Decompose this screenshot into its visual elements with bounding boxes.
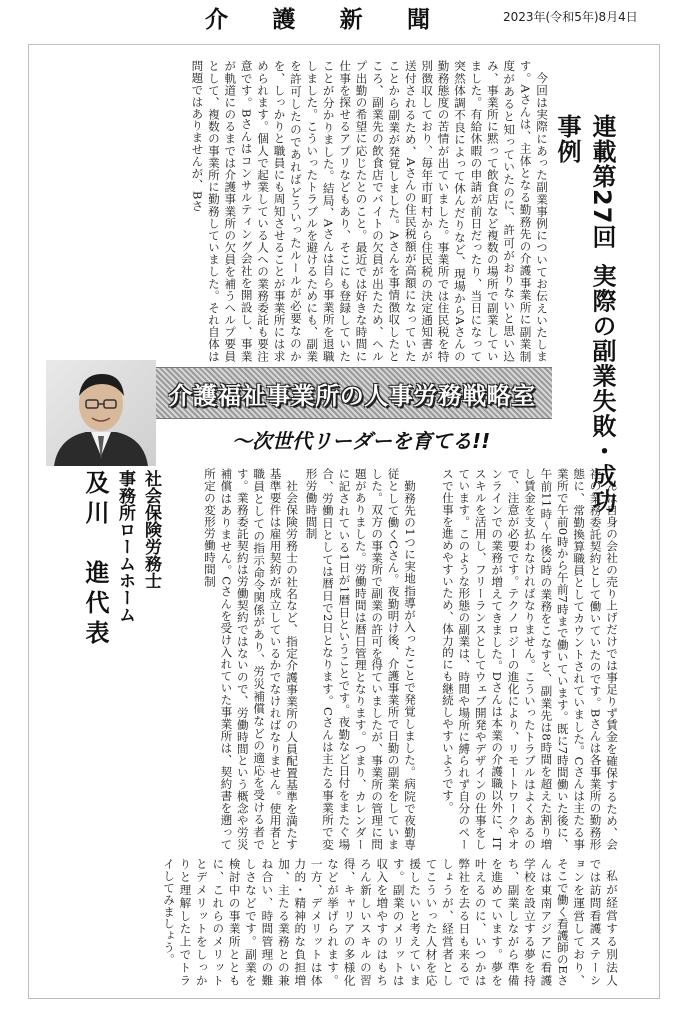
body-paragraph: 今回は実際にあった副業事例についてお伝えいたします。Aさんは、主体となる勤務先の介護事業所に副業制度があると知っていたのに、許可がおりないと思い込み、事業所に黙って飲食店など複数の場所で副業していました。有給休暇の申請が前日だったり、当日になって突然体調不良によって休んだりなど、現場からAさんの勤務態度の苦情が出ていました。事業所では住民税を特別徴収しており、毎年市町村から住民税の決定通知書が送付されるため、Aさんの住民税額が高額になっていたことから副業が発覚しました。Aさんを事情徴収したところ、副業先の飲食店でバイトの欠員が出たため、ヘルプ出勤の希望に応じたとのこと。最近では好きな時間に仕事を探せるアプリなどもあり、そこにも登録していたことが分かりました。結局、Aさんは自ら事業所を退職しました。こういったトラブルを避けるためにも、副業を許可したのであればどういったルールが必要なのかを、しっかりと職員にも周知させることが事業所には求められます。個人で起業している人への業務委託も要注意です。Bさんはコンサルティング会社を開設し、事業が軌道にのるまでは介護事業所の欠員を補うヘルプ要員として、複数の事業所に勤務していました。それ自体は問題ではありませんが、Bさ: [190, 60, 549, 362]
article-body-lower-right: [424, 468, 620, 850]
article-body-bottom: [44, 858, 620, 986]
masthead-char: 新: [339, 5, 363, 33]
title-band: [152, 367, 552, 419]
issue-date: 2023年(令和5年)8月4日: [503, 10, 638, 24]
masthead: [0, 0, 679, 44]
column-title: 介護福祉事業所の人事労務戦略室: [168, 381, 536, 410]
masthead-char: 介: [205, 5, 228, 33]
column-subtitle: 〜次世代リーダーを育てる!!: [232, 429, 491, 453]
newspaper-name: [205, 2, 430, 32]
article-body-lower-left: [170, 468, 300, 850]
body-paragraph: んは自身の会社の売り上げだけでは事足りず賃金を確保するため、会社の業務委託契約として働いていたのです。Bさんは各事業所の勤務形態に、常勤換算職員としてカウントされていました。Cさんは主たる事業所で午前0時から午前7時まで働いています。既に7時間働いた後に、午前11時〜午後3時の業務をこなすと、副業先は8時間を超えた割り増し賃金を支払わなければなりません。こういったトラブルはよくあるので、注意が必要です。テクノロジーの進化により、リモートワークやオンラインでの業務が増えてきました。Dさんは本業の介護職以外に、ITスキルを活用し、フリーランスとしてウェブ開発やデザインの仕事をしています。このような形態の副業は、時間や場所に縛られず自分のペースで仕事を進めやすいため、体力的にも継続しやすいようです。: [440, 468, 619, 850]
body-paragraph: 私が経営する別法人では訪問看護ステーションを運営しており、そこで働く看護師のEさんは東南アジアに看護学校を設立する夢を持ち、副業しながら準備を進めています。夢を叶えるのに、いつかは弊社を去る日も来るでしょうが、経営者としてこういった人材を応援したいと考えています。副業のメリットは収入を増やすのはもちろん新しいスキルの習得、キャリアの多様化などが挙げられます。一方、デメリットは体力的・精神的な負担増加、主たる業務との兼ね合い、時間管理の難しさなどです。副業を検討中の事業所とともに、これらのメリットとデメリットをしっかりと理解した上でトライしてみましょう。: [162, 858, 619, 986]
body-paragraph: 社会保険労務士の社名など、指定介護事業所の人員配置基準を満たす基準要件は雇用契約が成立しているかでなければなりません。使用者と職員としての指示命令関係があり、労災補償などの適応を受ける者です。業務委託契約は労働契約ではないので、労働時間という概念や労災補償はありません。Cさんを受け入れていた事業所は、契約書を遡って所定の変形労働時間制: [202, 468, 299, 850]
masthead-char: 聞: [406, 5, 430, 33]
body-paragraph: 勤務先の1つに実地指導が入ったことで発覚しました。病院で夜勤専従として働くCさん。夜勤明け後、介護事業所で日勤の副業をしていました。双方の事業所で副業の許可を得ていましたが、事業所の管理に問題がありました。労働時間は暦日管理となります。つまり、カレンダーに記されている1日が1暦日ということです。夜勤など日付をまたぐ場合、労働日としては暦日で2日となります。Cさんは主たる事業所で変形労働時間制: [304, 468, 417, 850]
author-byline: [24, 470, 164, 850]
author-photo: [46, 360, 156, 466]
author-name: 及川 進代表: [81, 470, 109, 650]
author-office: 事務所ロームホーム: [115, 470, 135, 623]
article-body-lower-middle: [306, 468, 418, 850]
author-role: 社会保険労務士: [141, 470, 161, 589]
series-number: 連載第27回: [588, 114, 616, 250]
article-body-upper: [44, 60, 550, 362]
series-title: 実際の副業失敗・成功事例: [553, 114, 616, 514]
masthead-char: 護: [272, 5, 296, 33]
series-heading: [553, 114, 620, 514]
